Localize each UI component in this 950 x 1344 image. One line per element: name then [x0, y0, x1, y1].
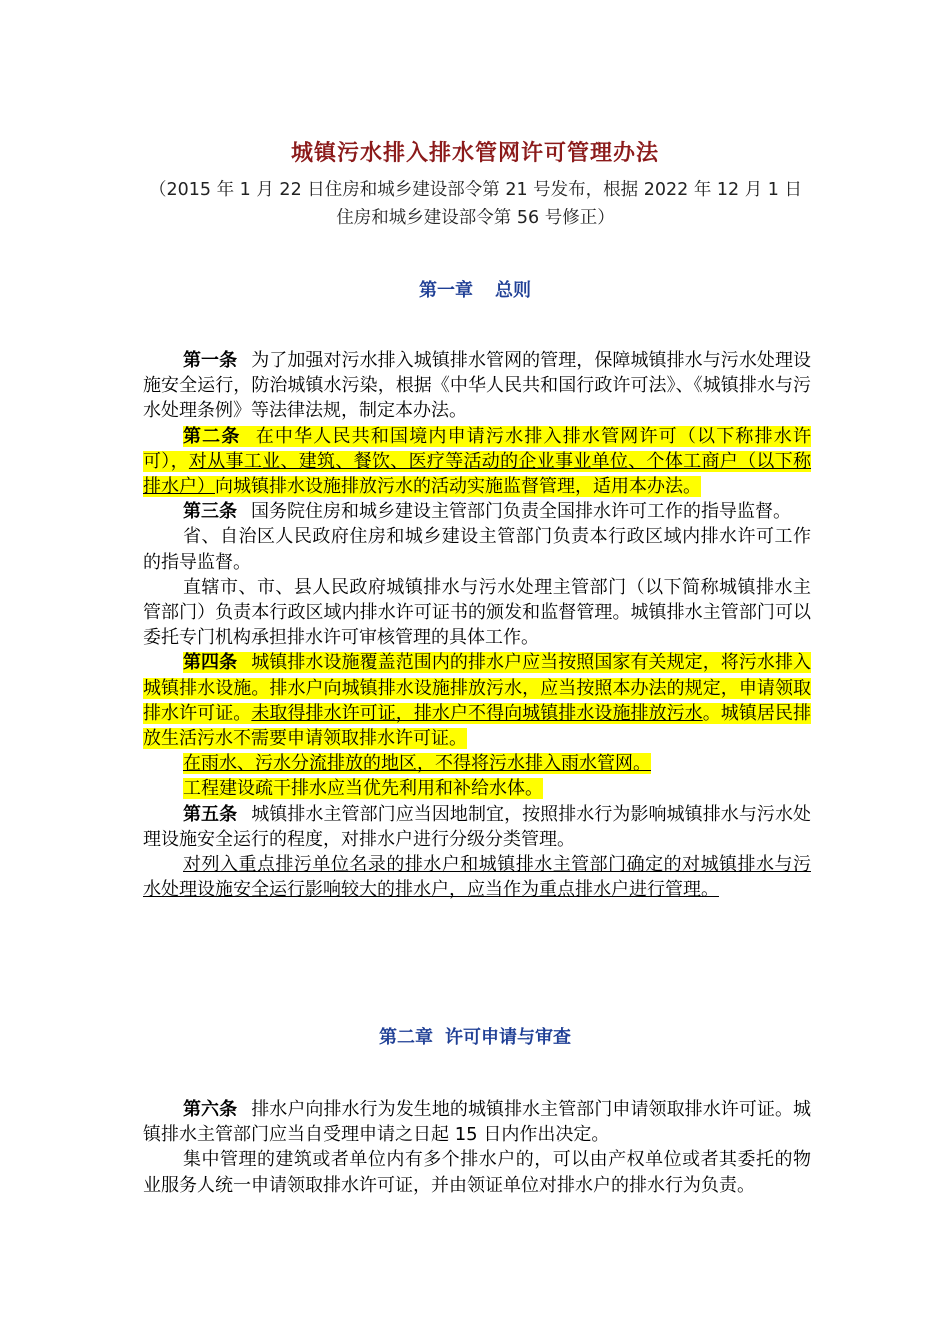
article-5-text: 城镇排水主管部门应当因地制宜，按照排水行为影响城镇排水与污水处理设施安全运行的程度，对排水户进行分级分类管理。	[143, 803, 812, 850]
article-3-text: 国务院住房和城乡建设主管部门负责全国排水许可工作的指导监督。	[251, 501, 791, 523]
article-4-text-1: 城镇排水设施覆盖范围内的排水户应当按照国家有关规定，将污水排入城镇排水设施。排水户向城镇排水设施排放污水，应当按照本办法的规定，申请领取排水许可证。	[143, 652, 812, 724]
document-title: 城镇污水排入排水管网许可管理办法	[290, 141, 659, 166]
article-2-label: 第二条	[183, 425, 241, 447]
article-3-label: 第三条	[183, 501, 237, 523]
chapter-2-name: 许可申请与审查	[445, 1027, 571, 1048]
article-2-text-3: 向城镇排水设施排放污水的活动实施监督管理，适用本办法。	[215, 476, 701, 498]
article-5-label: 第五条	[183, 803, 238, 825]
article-2-text-1: 在中华人民共和国境内申请污水排入排水管网许可（以下称排水许可），	[143, 425, 811, 472]
chapter-2-heading	[0, 1023, 950, 1049]
article-4-para-2	[143, 751, 811, 776]
article-4	[143, 650, 811, 751]
article-5	[143, 802, 811, 852]
article-3-para-3: 直辖市、市、县人民政府城镇排水与污水处理主管部门（以下简称城镇排水主管部门）负责本行政区域内排水许可证书的颁发和监督管理。城镇排水主管部门可以委托专门机构承担排水许可审核管理的具体工作。	[143, 576, 811, 649]
article-4-para-2-text: 在雨水、污水分流排放的地区，不得将污水排入雨水管网。	[183, 753, 651, 775]
article-5-para-2-text: 对列入重点排污单位名录的排水户和城镇排水主管部门确定的对城镇排水与污水处理设施安全运行影响较大的排水户，应当作为重点排水户进行管理。	[143, 854, 811, 901]
article-6-label: 第六条	[183, 1099, 238, 1120]
article-4-para-3	[143, 776, 811, 801]
chapter-2-number: 第二章	[379, 1027, 433, 1048]
article-2	[143, 424, 811, 500]
article-6-text: 排水户向排水行为发生地的城镇排水主管部门申请领取排水许可证。城镇排水主管部门应当自受理申请之日起 15 日内作出决定。	[143, 1099, 812, 1146]
article-2-text-2: 对从事工业、建筑、餐饮、医疗等活动的企业事业单位、个体工商户（以下称排水户）	[143, 450, 812, 498]
article-4-para-3-text: 工程建设疏干排水应当优先利用和补给水体。	[183, 778, 543, 800]
article-3	[143, 499, 811, 524]
article-1-text: 为了加强对污水排入城镇排水管网的管理，保障城镇排水与污水处理设施安全运行，防治城镇水污染，根据《中华人民共和国行政许可法》、《城镇排水与污水处理条例》等法律法规，制定本办法。	[143, 350, 812, 422]
document-subtitle: （2015 年 1 月 22 日住房和城乡建设部令第 21 号发布，根据 2022 年 12 月 1 日住房和城乡建设部令第 56 号修正）	[149, 180, 802, 228]
article-1-label: 第一条	[183, 350, 238, 371]
article-6	[143, 1097, 811, 1147]
article-4-text-3: 。城镇居民排放生活污水不需要申请领取排水许可证。	[143, 702, 812, 750]
article-6-para-2: 集中管理的建筑或者单位内有多个排水户的，可以由产权单位或者其委托的物业服务人统一申请领取排水许可证，并由领证单位对排水户的排水行为负责。	[143, 1149, 811, 1196]
chapter-1-heading	[0, 276, 950, 302]
article-5-para-2	[143, 852, 811, 902]
article-4-label: 第四条	[183, 652, 238, 674]
chapter-1-number: 第一章	[419, 280, 473, 301]
chapter-1-name: 总则	[495, 280, 531, 301]
article-4-text-2: 未取得排水许可证，排水户不得向城镇排水设施排放污水	[251, 702, 703, 724]
chapter-2-body	[143, 1097, 811, 1198]
article-1	[143, 348, 811, 424]
article-3-para-2: 省、自治区人民政府住房和城乡建设主管部门负责本行政区域内排水许可工作的指导监督。	[143, 526, 811, 573]
chapter-1-body	[143, 348, 811, 902]
